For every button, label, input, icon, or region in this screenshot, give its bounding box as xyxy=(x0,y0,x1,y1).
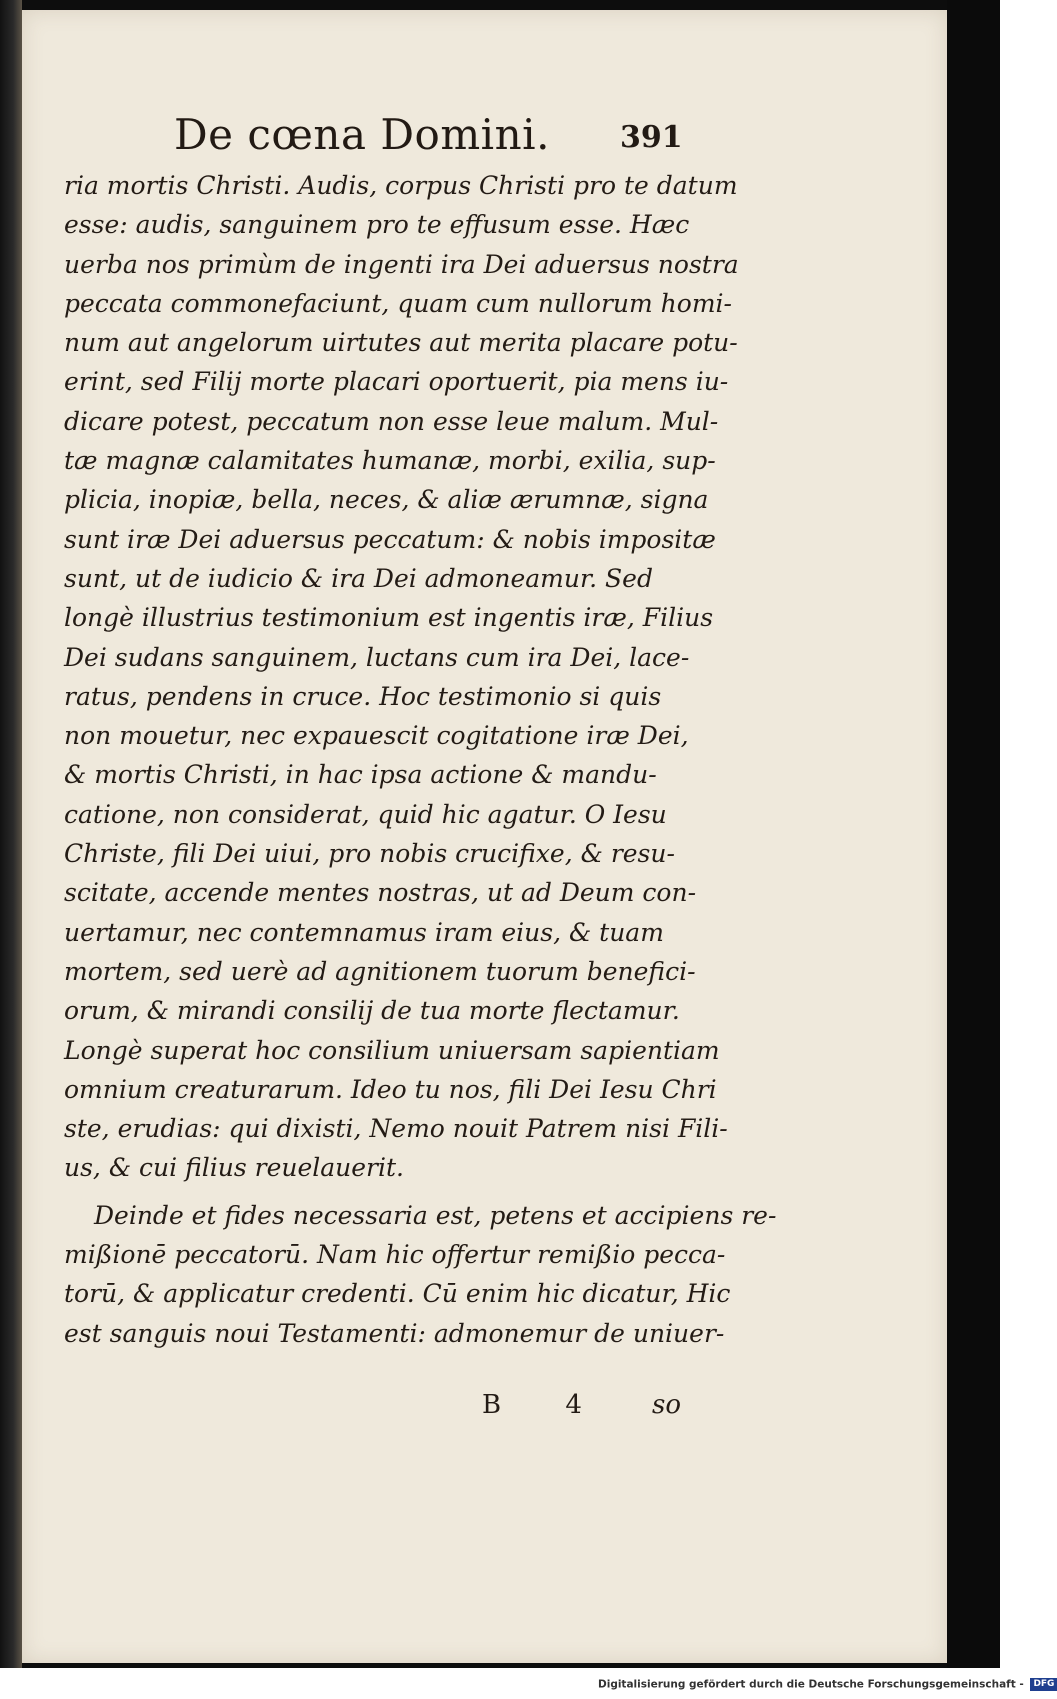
text-line: est sanguis noui Testamenti: admonemur de uniuer- xyxy=(64,1318,725,1348)
signature-mark: B 4 xyxy=(482,1390,610,1420)
book-page xyxy=(22,10,947,1663)
text-line: Christe, fili Dei uiui, pro nobis crucifixe, & resu- xyxy=(64,839,675,869)
text-line: torū, & applicatur credenti. Cū enim hic dicatur, Hic xyxy=(64,1279,731,1309)
text-line: us, & cui filius reuelauerit. xyxy=(64,1153,404,1183)
text-line: Longè superat hoc consilium uniuersam sapientiam xyxy=(64,1035,720,1065)
text-line: sunt, ut de iudicio & ira Dei admoneamur. Sed xyxy=(64,563,653,593)
text-line: ratus, pendens in cruce. Hoc testimonio si quis xyxy=(64,681,662,711)
text-line: catione, non considerat, quid hic agatur. O Iesu xyxy=(64,799,667,829)
text-line: Dei sudans sanguinem, luctans cum ira Dei, lace- xyxy=(64,642,690,672)
text-line: longè illustrius testimonium est ingentis iræ, Filius xyxy=(64,603,714,633)
text-line: num aut angelorum uirtutes aut merita placare potu- xyxy=(64,328,738,358)
page-header xyxy=(22,110,947,170)
text-line: ria mortis Christi. Audis, corpus Christi pro te datum xyxy=(64,171,738,200)
text-line: Deinde et fides necessaria est, petens et accipiens re- xyxy=(94,1200,777,1230)
digitization-credit xyxy=(598,1678,1057,1691)
text-line: orum, & mirandi consilij de tua morte flectamur. xyxy=(64,996,680,1026)
text-line: ste, erudias: qui dixisti, Nemo nouit Patrem nisi Fili- xyxy=(64,1114,728,1144)
text-line: tæ magnæ calamitates humanæ, morbi, exilia, sup- xyxy=(64,446,716,476)
text-line: esse: audis, sanguinem pro te effusum esse. Hæc xyxy=(64,210,690,240)
page-number: 391 xyxy=(620,120,683,155)
text-line: scitate, accende mentes nostras, ut ad Deum con- xyxy=(64,878,697,908)
scan-right-edge xyxy=(947,0,1000,1668)
text-line: uertamur, nec contemnamus iram eius, & tuam xyxy=(64,917,664,947)
text-line: dicare potest, peccatum non esse leue malum. Mul- xyxy=(64,406,719,436)
text-line: sunt iræ Dei aduersus peccatum: & nobis impositæ xyxy=(64,524,716,554)
body-text xyxy=(64,166,777,1353)
text-line: non mouetur, nec expauescit cogitatione iræ Dei, xyxy=(64,721,689,751)
text-line: mortem, sed uerè ad agnitionem tuorum benefici- xyxy=(64,956,696,986)
text-line: plicia, inopiæ, bella, neces, & aliæ ærumnæ, signa xyxy=(64,485,709,515)
text-line: peccata commonefaciunt, quam cum nullorum homi- xyxy=(64,288,732,318)
credit-text: Digitalisierung gefördert durch die Deutsche Forschungsgemeinschaft - xyxy=(598,1678,1024,1691)
text-line: mißionē peccatorū. Nam hic offertur remißio pecca- xyxy=(64,1240,726,1270)
text-line: uerba nos primùm de ingenti ira Dei aduersus nostra xyxy=(64,249,739,279)
text-line: & mortis Christi, in hac ipsa actione & mandu- xyxy=(64,760,657,790)
dfg-logo-icon: DFG xyxy=(1030,1678,1057,1691)
running-title: De cœna Domini. xyxy=(174,110,550,159)
catchword: so xyxy=(652,1390,681,1420)
text-line: omnium creaturarum. Ideo tu nos, fili Dei Iesu Chri xyxy=(64,1074,717,1104)
scan-left-edge xyxy=(0,0,22,1668)
text-line: erint, sed Filij morte placari oportuerit, pia mens iu- xyxy=(64,367,729,397)
page-footer xyxy=(22,1390,947,1430)
